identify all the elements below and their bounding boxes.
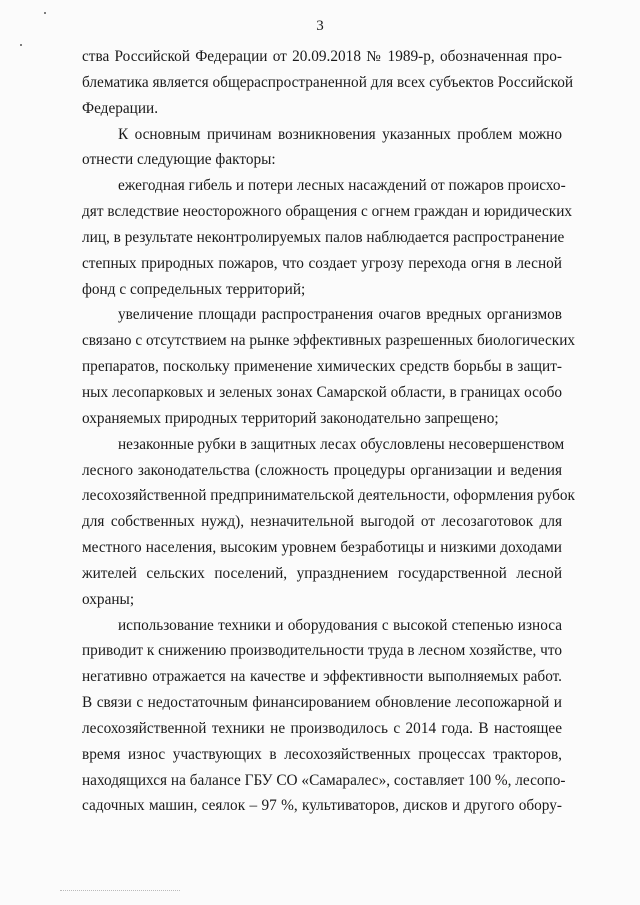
text-line: препаратов, поскольку применение химических средств борьбы в защит-: [82, 358, 562, 376]
text-line: негативно отражается на качестве и эффективности выполняемых работ.: [82, 668, 562, 686]
text-line: садочных машин, сеялок – 97 %, культиваторов, дисков и другого обору-: [82, 797, 562, 815]
scan-artifact: [60, 890, 180, 892]
text-line: охраняемых природных территорий законодательно запрещено;: [82, 409, 499, 427]
text-line: степных природных пожаров, что создает угрозу перехода огня в лесной: [82, 254, 562, 272]
text-line: связано с отсутствием на рынке эффективных разрешенных биологических: [82, 332, 576, 350]
text-line: блематика является общераспространенной для всех субъектов Российской: [82, 73, 574, 91]
text-line: ежегодная гибель и потери лесных насаждений от пожаров происхо-: [118, 177, 566, 195]
document-body: [82, 44, 576, 819]
text-line: использование техники и оборудования с высокой степенью износа: [118, 616, 562, 634]
text-line: ства Российской Федерации от 20.09.2018 № 1989-р, обозначенная про-: [82, 48, 562, 65]
text-line: фонд с сопредельных территорий;: [82, 280, 306, 298]
text-line: увеличение площади распространения очагов вредных организмов: [118, 306, 562, 324]
text-line: В связи с недостаточным финансированием обновление лесопожарной и: [82, 694, 562, 712]
text-line: К основным причинам возникновения указанных проблем можно: [118, 125, 562, 143]
text-line: лесного законодательства (сложность процедуры организации и ведения: [82, 461, 562, 479]
text-line: ных лесопарковых и зеленых зонах Самарской области, в границах особо: [82, 383, 562, 401]
text-line: находящихся на балансе ГБУ СО «Самаралес», составляет 100 %, лесопо-: [82, 771, 566, 789]
text-line: лиц, в результате неконтролируемых палов наблюдается распространение: [82, 228, 565, 246]
text-line: охраны;: [82, 590, 135, 608]
scan-dot: [20, 44, 22, 46]
text-line: Федерации.: [82, 99, 159, 117]
scan-dot: [44, 12, 46, 14]
text-line: жителей сельских поселений, упразднением государственной лесной: [82, 564, 562, 582]
page-number: 3: [316, 18, 324, 34]
text-line: время износ участвующих в лесохозяйственных процессах тракторов,: [82, 745, 562, 763]
text-line: отнести следующие факторы:: [82, 151, 276, 169]
text-line: приводит к снижению производительности труда в лесном хозяйстве, что: [82, 642, 562, 660]
text-line: дят вследствие неосторожного обращения с огнем граждан и юридических: [82, 203, 573, 221]
text-line: местного населения, высоким уровнем безработицы и низкими доходами: [82, 539, 562, 557]
text-line: незаконные рубки в защитных лесах обусловлены несовершенством: [118, 435, 565, 453]
text-line: лесохозяйственной техники не производилось с 2014 года. В настоящее: [82, 719, 562, 737]
text-line: лесохозяйственной предпринимательской деятельности, оформления рубок: [82, 487, 575, 505]
text-line: для собственных нужд), незначительной выгодой от лесозаготовок для: [82, 513, 562, 531]
